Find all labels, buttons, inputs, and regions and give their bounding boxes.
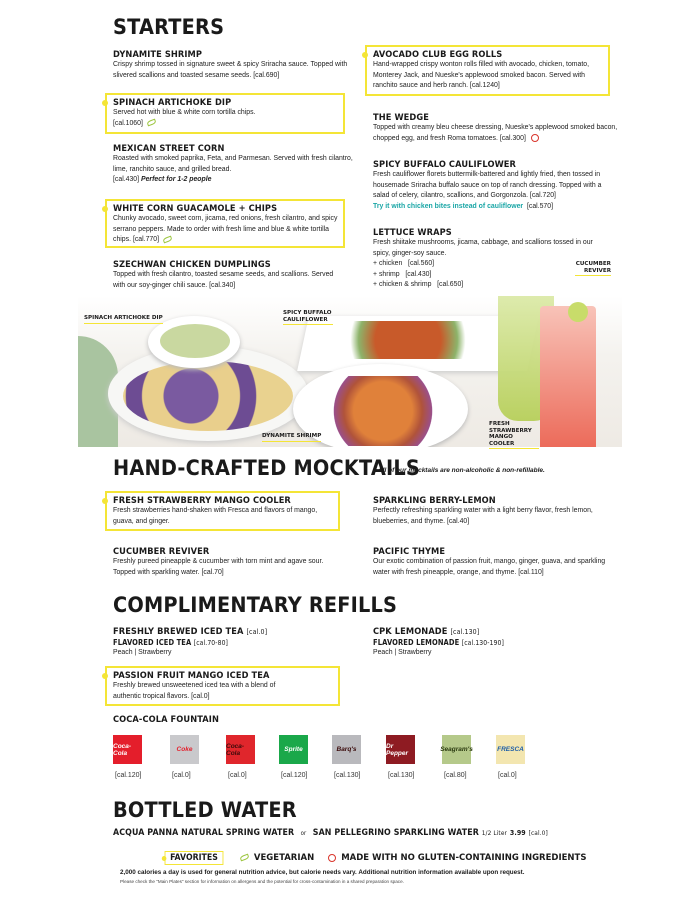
item-title: WHITE CORN GUACAMOLE + CHIPS <box>113 203 278 214</box>
strawberry-drink <box>540 306 596 447</box>
menu-item-berry-lemon <box>373 495 613 527</box>
item-title: DYNAMITE SHRIMP <box>113 49 203 60</box>
item-calories: [cal.130-190] <box>461 639 504 647</box>
starters-heading: STARTERS <box>113 15 225 39</box>
item-title: SPARKLING BERRY-LEMON <box>373 495 496 506</box>
soda-logo: Sprite <box>279 735 308 764</box>
legend-favorites-label: FAVORITES <box>170 853 218 863</box>
soda-calories: [cal.120] <box>281 772 308 779</box>
item-subtitle: FLAVORED LEMONADE <box>373 638 460 647</box>
vegetarian-icon <box>162 235 172 243</box>
menu-item-lettuce-wraps <box>373 227 603 291</box>
item-title: CUCUMBER REVIVER <box>113 546 210 557</box>
item-option: + chicken [cal.560] <box>373 260 435 268</box>
item-desc: Fresh cauliflower florets buttermilk-battered and lightly fried, then tossed in housemade Sriracha buffalo sauce on top of ranch dressing. Topped with a salad of celery, cilantro, scallions, and Gorgonzola. <box>373 171 602 200</box>
soda-calories: [cal.120] <box>115 772 142 779</box>
photo-label-shrimp: DYNAMITE SHRIMP <box>262 433 321 442</box>
tortilla-chips <box>123 361 293 431</box>
item-calories: [cal.770] <box>132 236 159 244</box>
mocktails-heading: HAND-CRAFTED MOCKTAILS <box>113 456 420 480</box>
legend-gluten-free <box>328 853 586 863</box>
water-option-san-pellegrino: SAN PELLEGRINO SPARKLING WATER <box>312 828 479 838</box>
fountain-heading: COCA-COLA FOUNTAIN <box>113 714 219 725</box>
menu-item-pacific-thyme <box>373 546 608 578</box>
buffalo-cauliflower <box>328 321 488 359</box>
item-title: PASSION FRUIT MANGO ICED TEA <box>113 670 270 681</box>
item-desc: Served hot with blue & white corn tortilla chips. <box>113 109 256 116</box>
menu-item-street-corn <box>113 143 353 186</box>
item-title: FRESHLY BREWED ICED TEA <box>113 626 244 637</box>
item-subtitle: FLAVORED ICED TEA <box>113 638 192 647</box>
mocktails-note: All of our mocktails are non-alcoholic & non-refillable. <box>378 467 545 474</box>
photo-label-cauliflower: SPICY BUFFALO CAULIFLOWER <box>283 310 333 325</box>
legend-gluten-free-label: MADE WITH NO GLUTEN-CONTAINING INGREDIENTS <box>341 853 587 863</box>
item-desc: Freshly brewed unsweetened iced tea with a blend of authentic tropical flavors. <box>113 682 276 700</box>
soda-logo: Barq's <box>332 735 361 764</box>
item-desc: Topped with fresh cilantro, toasted sesame seeds, and scallions. Served with our soy-ginger chili sauce. <box>113 271 334 289</box>
soda-logo: Coca-Cola <box>113 735 142 764</box>
item-desc: Perfectly refreshing sparkling water with a light berry flavor, fresh lemon, blueberries, and thyme. <box>373 507 593 525</box>
item-flavors: Peach | Strawberry <box>113 649 172 656</box>
legend-favorites <box>165 851 224 865</box>
refills-heading: COMPLIMENTARY REFILLS <box>113 593 398 617</box>
item-desc: Freshly pureed pineapple & cucumber with torn mint and agave sour. Topped with sparkling water. <box>113 558 324 576</box>
item-desc: Fresh shiitake mushrooms, jicama, cabbage, and scallions tossed in our spicy, ginger-soy sauce. <box>373 239 593 257</box>
item-title: FRESH STRAWBERRY MANGO COOLER <box>113 495 291 506</box>
spinach-dip <box>160 324 230 358</box>
vegetarian-icon <box>239 854 249 862</box>
gluten-free-icon <box>328 854 336 862</box>
item-option: + shrimp [cal.430] <box>373 270 432 278</box>
item-desc: Crispy shrimp tossed in signature sweet & spicy Sriracha sauce. Topped with slivered scallions and toasted sesame seeds. <box>113 61 348 79</box>
item-title: LETTUCE WRAPS <box>373 227 452 238</box>
item-title: SPINACH ARTICHOKE DIP <box>113 97 232 108</box>
soda-calories: [cal.0] <box>228 772 247 779</box>
item-calories: [cal.1240] <box>469 82 500 90</box>
item-desc: Chunky avocado, sweet corn, jicama, red onions, fresh cilantro, and spicy serrano peppers. Made to order with fresh lime and blue & white tortilla chips. <box>113 215 338 244</box>
menu-item-strawberry-cooler <box>113 495 333 527</box>
favorites-icon <box>162 856 167 861</box>
menu-item-guacamole <box>113 203 338 246</box>
water-option-acqua-panna: ACQUA PANNA NATURAL SPRING WATER <box>113 828 295 838</box>
item-calories: [cal.690] <box>253 71 280 79</box>
legend <box>162 851 586 865</box>
item-calories: [cal.70] <box>201 568 224 576</box>
water-calories: [cal.0] <box>528 829 548 837</box>
item-calories: [cal.340] <box>209 281 236 289</box>
water-size: 1/2 Liter <box>481 829 508 837</box>
item-calories: [cal.430] <box>113 176 140 184</box>
menu-item-lemonade <box>373 626 613 659</box>
item-flavors: Peach | Strawberry <box>373 649 432 656</box>
soda-calories: [cal.0] <box>172 772 191 779</box>
soda-calories: [cal.80] <box>444 772 467 779</box>
vegetarian-icon <box>146 119 156 127</box>
photo-label-cooler: FRESH STRAWBERRY MANGO COOLER <box>489 421 539 449</box>
item-alt-option: Try it with chicken bites instead of cauliflower <box>373 202 524 210</box>
item-calories: [cal.130] <box>450 628 480 636</box>
soda-logo: Dr Pepper <box>386 735 415 764</box>
item-desc: Our exotic combination of passion fruit, mango, ginger, guava, and sparkling water with fresh pineapple, orange, and thyme. <box>373 558 606 576</box>
soda-logo: FRESCA <box>496 735 525 764</box>
menu-item-cucumber-reviver <box>113 546 343 578</box>
item-calories: [cal.1060] <box>113 119 143 127</box>
menu-item-dumplings <box>113 259 343 291</box>
item-desc: Roasted with smoked paprika, Feta, and Parmesan. Served with fresh cilantro, lime, ranchito sauce, and grilled bread. <box>113 155 353 173</box>
item-calories: [cal.570] <box>526 202 554 210</box>
item-calories: [cal.720] <box>529 192 556 200</box>
item-note: Perfect for 1-2 people <box>140 176 212 184</box>
item-title: AVOCADO CLUB EGG ROLLS <box>373 49 503 60</box>
dynamite-shrimp <box>328 376 438 446</box>
water-heading: BOTTLED WATER <box>113 798 297 822</box>
item-calories: [cal.70-80] <box>193 639 229 647</box>
item-desc: Topped with creamy bleu cheese dressing, Nueske's applewood smoked bacon, chopped egg, and fresh Roma tomatoes. <box>373 124 618 142</box>
or-label: or <box>300 830 307 837</box>
lime-slice <box>568 302 588 322</box>
gluten-free-icon <box>531 134 539 142</box>
menu-item-egg-rolls <box>373 49 605 92</box>
item-title: CPK LEMONADE <box>373 626 448 637</box>
item-desc: Fresh strawberries hand-shaken with Fresca and flavors of mango, guava, and ginger. <box>113 507 318 525</box>
footer-allergens: Please check the "Main Plates" section for information on allergens and the potential for cross-contamination in a shared preparation space. <box>120 879 404 884</box>
item-title: THE WEDGE <box>373 112 429 123</box>
menu-item-wedge <box>373 112 618 144</box>
item-calories: [cal.0] <box>191 692 210 700</box>
soda-logo: Coke <box>170 735 199 764</box>
item-title: MEXICAN STREET CORN <box>113 143 225 154</box>
item-desc: Hand-wrapped crispy wonton rolls filled with avocado, chicken, tomato, Monterey Jack, and Nueske's applewood smoked bacon. Served with ranchito sauce and herb ranch. <box>373 61 590 90</box>
water-price: 3.99 <box>509 829 526 837</box>
photo-label-cucumber: CUCUMBER REVIVER <box>575 261 611 276</box>
water-line <box>113 828 548 839</box>
soda-logo: Seagram's <box>442 735 471 764</box>
soda-calories: [cal.130] <box>388 772 415 779</box>
menu-item-passion-tea <box>113 670 288 702</box>
item-calories: [cal.110] <box>518 568 544 576</box>
soda-calories: [cal.130] <box>334 772 361 779</box>
footer-nutrition: 2,000 calories a day is used for general nutrition advice, but calorie needs vary. Additional nutrition information available upon request. <box>120 869 525 876</box>
soda-logo: Coca-Cola <box>226 735 255 764</box>
item-calories: [cal.0] <box>246 628 268 636</box>
photo-label-spinach: SPINACH ARTICHOKE DIP <box>84 315 163 324</box>
item-title: PACIFIC THYME <box>373 546 446 557</box>
menu-item-buffalo-cauliflower <box>373 159 618 212</box>
legend-vegetarian <box>240 853 314 863</box>
menu-item-spinach-dip <box>113 97 338 129</box>
soda-calories: [cal.0] <box>498 772 517 779</box>
item-calories: [cal.300] <box>499 134 526 142</box>
menu-item-iced-tea <box>113 626 353 659</box>
menu-item-dynamite-shrimp <box>113 49 353 81</box>
item-title: SPICY BUFFALO CAULIFLOWER <box>373 159 516 170</box>
legend-vegetarian-label: VEGETARIAN <box>253 853 315 863</box>
item-calories: [cal.40] <box>446 517 470 525</box>
item-option: + chicken & shrimp [cal.650] <box>373 281 464 289</box>
item-title: SZECHWAN CHICKEN DUMPLINGS <box>113 259 271 270</box>
